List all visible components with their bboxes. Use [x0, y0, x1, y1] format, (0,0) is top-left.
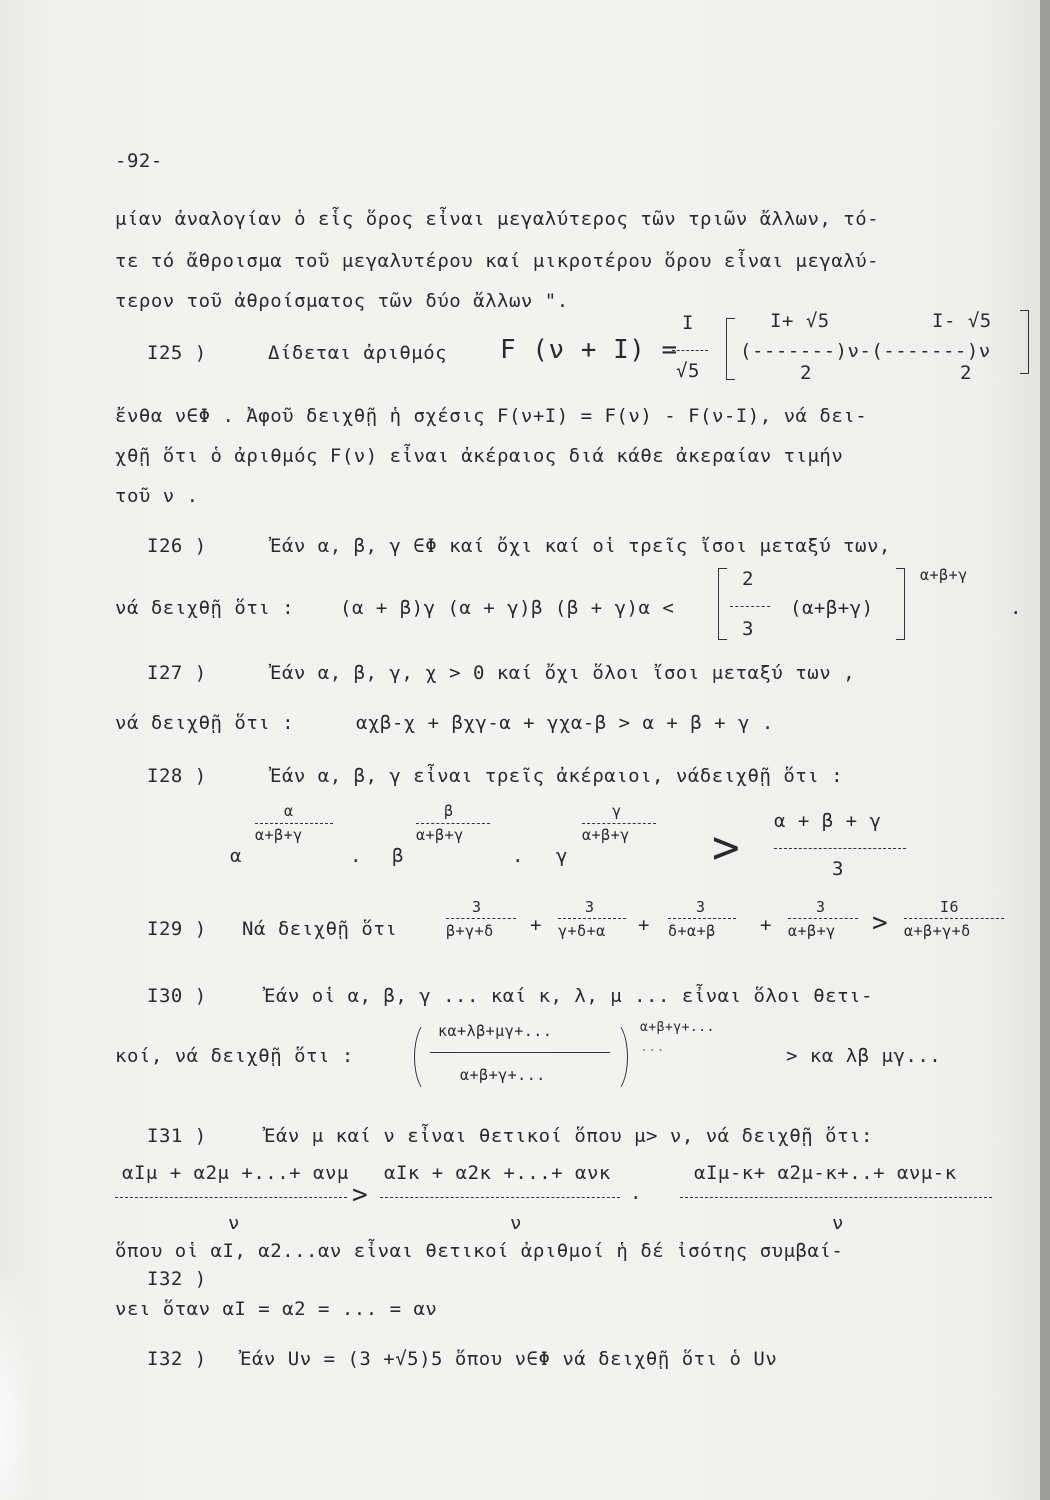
plus-sign: + [530, 914, 542, 936]
page-edge [1040, 0, 1050, 1500]
term-numerator: I+ √5 [770, 310, 830, 332]
problem-text: Ἐάν μ καί ν εἶναι θετικοί ὅπου μ> ν, νά δειχθῇ ὅτι: [264, 1125, 873, 1147]
fraction-numerator: 3 [696, 898, 706, 916]
plus-sign: + [760, 914, 772, 936]
power-base: α [230, 845, 242, 867]
formula-inner: (α+β+γ) [790, 597, 874, 619]
problem-text: Ἐάν α, β, γ εἶναι τρεῖς ἀκέραιοι, νάδειχθῇ ὅτι : [270, 765, 844, 787]
fraction-bar [446, 918, 516, 919]
problem-number: I25 ) [147, 342, 207, 364]
power-base: γ [556, 845, 568, 867]
intro-line: μίαν ἀναλογίαν ὁ εἷς ὅρος εἶναι μεγαλύτερος τῶν τριῶν ἄλλων, τό- [115, 208, 880, 230]
term-bars: (-------)ν-(-------)ν [740, 340, 991, 362]
fraction-bar [730, 606, 770, 607]
exponent-denominator: α+β+γ [255, 826, 303, 844]
greater-than-sign: > [712, 820, 741, 874]
fraction-bar [430, 1052, 610, 1053]
problem-line: χθῇ ὅτι ὁ ἀριθμός F(ν) εἶναι ἀκέραιος διά κάθε ἀκεραίαν τιμήν [115, 445, 844, 467]
intro-line: τε τό ἄθροισμα τοῦ μεγαλυτέρου καί μικροτέρου ὅρου εἶναι μεγαλύ- [115, 250, 880, 272]
fraction-bar [788, 918, 858, 919]
problem-text: Δίδεται ἀριθμός [268, 342, 448, 364]
plus-sign: + [638, 914, 650, 936]
fraction-denominator: 3 [832, 858, 844, 880]
formula-exponent-shadow: ... [640, 1040, 665, 1055]
fraction-denominator: √5 [676, 360, 700, 382]
dot-separator: . [512, 845, 524, 867]
exponent-denominator: α+β+γ [582, 826, 630, 844]
fraction-numerator: αIμ-κ+ α2μ-κ+..+ ανμ-κ [694, 1162, 957, 1184]
problem-number: I31 ) [147, 1125, 207, 1147]
fraction-numerator: κα+λβ+μγ+... [438, 1022, 553, 1040]
dot-separator: . [350, 845, 362, 867]
binding-shadow [0, 1270, 46, 1500]
fraction-numerator: 2 [742, 568, 754, 590]
fraction-denominator: β+γ+δ [446, 922, 494, 940]
bracket-left [718, 568, 727, 640]
fraction-bar [558, 918, 626, 919]
formula-expression: αχβ-χ + βχγ-α + γχα-β > α + β + γ . [356, 712, 774, 734]
paren-right [596, 1020, 628, 1094]
formula-lead: νά δειχθῇ ὅτι : [115, 597, 295, 619]
fraction-numerator: 3 [472, 898, 482, 916]
fraction-denominator: α+β+γ+δ [904, 922, 971, 940]
problem-text: Ἐάν α, β, γ ∈Φ καί ὄχι καί οἱ τρεῖς ἴσοι μεταξύ των, [270, 535, 891, 557]
formula-exponent: α+β+γ [920, 566, 968, 584]
problem-line: νει ὅταν αI = α2 = ... = αν [115, 1298, 438, 1320]
fraction-denominator: 3 [742, 618, 754, 640]
fraction-bar [672, 350, 708, 351]
dot-separator: . [630, 1182, 642, 1204]
problem-line: ὅπου οἱ αI, α2...αν εἶναι θετικοί ἀριθμοί ἡ δέ ἰσότης συμβαί- [115, 1240, 844, 1262]
exponent-numerator: α [284, 802, 294, 820]
formula-expression: (α + β)γ (α + γ)β (β + γ)α < [340, 597, 675, 619]
exponent-numerator: γ [612, 802, 622, 820]
intro-line: τερον τοῦ ἀθροίσματος τῶν δύο ἄλλων ". [115, 290, 569, 312]
fraction-bar [668, 918, 736, 919]
fraction-denominator: ν [228, 1212, 240, 1234]
relation-sign: > [352, 1180, 369, 1210]
fraction-numerator: 3 [816, 898, 826, 916]
fraction-bar [582, 823, 656, 824]
problem-text: Ἐάν Uν = (3 +√5)5 ὅπου ν∈Φ νά δειχθῇ ὅτι ὁ Uν [240, 1348, 778, 1370]
problem-number-faint: I32 ) [147, 1268, 207, 1290]
problem-number: I28 ) [147, 765, 207, 787]
formula-rhs: > κα λβ μγ... [786, 1045, 942, 1067]
problem-text: Ἐάν οἱ α, β, γ ... καί κ, λ, μ ... εἶναι ὅλοι θετι- [264, 985, 873, 1007]
fraction-denominator: γ+δ+α [558, 922, 606, 940]
fraction-bar [904, 918, 1004, 919]
fraction-numerator: 3 [585, 898, 595, 916]
exponent-numerator: β [444, 802, 454, 820]
fraction-numerator: αIκ + α2κ +...+ ανκ [384, 1162, 611, 1184]
fraction-denominator: ν [832, 1212, 844, 1234]
problem-text: Νά δειχθῇ ὅτι [242, 918, 398, 940]
problem-number: I29 ) [147, 918, 207, 940]
bracket-left [726, 318, 735, 380]
fraction-bar [680, 1197, 992, 1198]
fraction-denominator: δ+α+β [668, 922, 716, 940]
formula-lead: νά δειχθῇ ὅτι : [115, 712, 295, 734]
problem-line: τοῦ ν . [115, 485, 199, 507]
bracket-right [1020, 310, 1029, 374]
fraction-numerator: I6 [940, 898, 960, 916]
term-denominator: 2 [960, 362, 972, 384]
problem-number: I32 ) [147, 1348, 207, 1370]
fraction-numerator: α + β + γ [774, 810, 882, 832]
fraction-bar [255, 823, 333, 824]
formula-exponent: α+β+γ+... [640, 1020, 715, 1035]
term-denominator: 2 [800, 362, 812, 384]
power-base: β [392, 845, 404, 867]
problem-number: I30 ) [147, 985, 207, 1007]
formula-end: . [1010, 597, 1022, 619]
bracket-right [896, 568, 905, 640]
fraction-denominator: ν [510, 1212, 522, 1234]
fraction-numerator: I [682, 312, 694, 334]
fraction-bar [115, 1197, 347, 1198]
fraction-denominator: α+β+γ [788, 922, 836, 940]
problem-number: I27 ) [147, 662, 207, 684]
fraction-bar [416, 823, 490, 824]
exponent-denominator: α+β+γ [416, 826, 464, 844]
problem-text: Ἐάν α, β, γ, χ > 0 καί ὄχι ὅλοι ἴσοι μεταξύ των , [270, 662, 856, 684]
formula-lhs: F (ν + I) = [500, 335, 678, 365]
term-numerator: I- √5 [932, 310, 992, 332]
greater-than-sign: > [872, 908, 889, 938]
problem-line: ἔνθα ν∈Φ . Ἀφοῦ δειχθῇ ἡ σχέσις F(ν+I) = F(ν) - F(ν-I), νά δει- [115, 405, 868, 427]
fraction-denominator: α+β+γ+... [460, 1066, 546, 1084]
formula-lead: κοί, νά δειχθῇ ὅτι : [115, 1045, 354, 1067]
page-number: -92- [115, 150, 163, 172]
fraction-numerator: αIμ + α2μ +...+ ανμ [122, 1162, 349, 1184]
fraction-bar [380, 1197, 620, 1198]
problem-number: I26 ) [147, 535, 207, 557]
fraction-bar [774, 848, 906, 849]
